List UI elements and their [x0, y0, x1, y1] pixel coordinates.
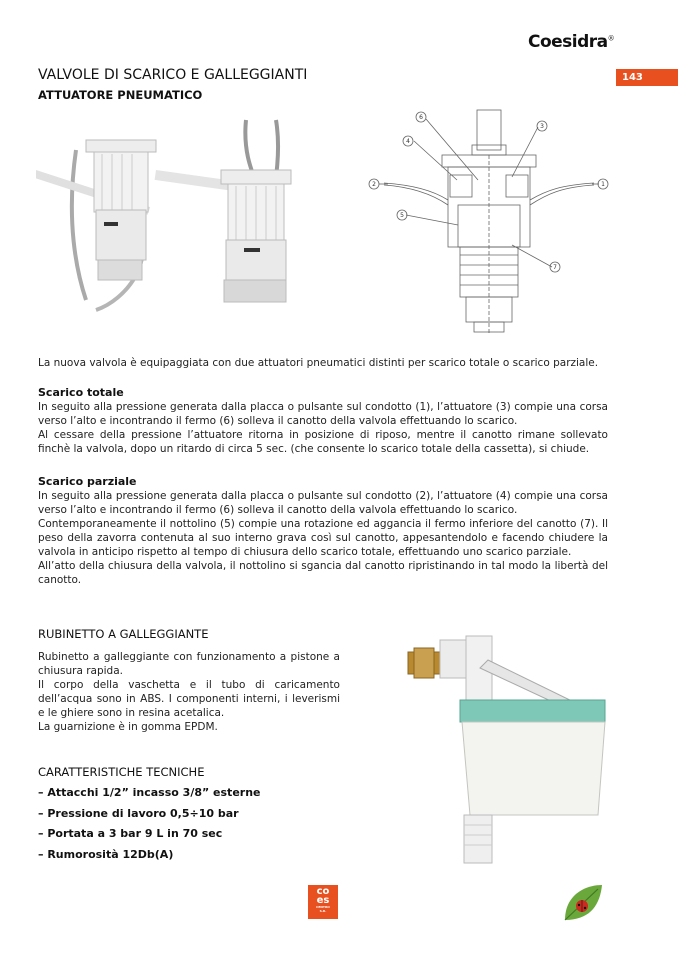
callout-1: 1	[601, 181, 605, 188]
intro-paragraph: La nuova valvola è equipaggiata con due attuatori pneumatici distinti per scarico totale o scarico parziale.	[38, 357, 599, 369]
coes-logo-bottom: es	[316, 895, 330, 906]
section-scarico-parziale	[38, 475, 608, 587]
coes-logo-tiny: S.R.	[319, 909, 327, 913]
spec-item: – Rumorosità 12Db(A)	[38, 847, 174, 861]
spec-item: – Attacchi 1/2” incasso 3/8” esterne	[38, 786, 261, 799]
coes-logo-small: CENTRO	[316, 905, 330, 909]
section-scarico-totale	[38, 386, 608, 456]
page-number-tab: 143	[616, 69, 678, 86]
coes-logo	[308, 885, 338, 919]
scarico-parziale-heading: Scarico parziale	[38, 475, 137, 488]
callout-5: 5	[400, 212, 404, 219]
float-valve-photo	[400, 630, 630, 865]
actuator-photo	[36, 110, 336, 335]
rubinetto-p2: Il corpo della vaschetta e il tubo di caricamento dell’acqua sono in ABS. I componenti interni, i leverismi e le ghiere sono in resina acetalica.	[38, 679, 340, 719]
actuator-diagram	[362, 105, 622, 340]
callout-6: 6	[419, 114, 423, 121]
specs-title: CARATTERISTICHE TECNICHE	[38, 765, 205, 779]
callout-7: 7	[553, 264, 557, 271]
rubinetto-p3: La guarnizione è in gomma EPDM.	[38, 721, 218, 733]
scarico-totale-p1: In seguito alla pressione generata dalla placca o pulsante sul condotto (1), l’attuatore (3) compie una corsa verso l’alto e incontrando il fermo (6) solleva il canotto della valvola effettuando lo scarico.	[38, 401, 608, 427]
brand-logo	[528, 32, 614, 52]
coes-logo-top: co	[316, 886, 330, 897]
spec-item: – Portata a 3 bar 9 L in 70 sec	[38, 827, 223, 840]
scarico-totale-heading: Scarico totale	[38, 386, 124, 399]
callout-3: 3	[540, 123, 544, 130]
page-title: VALVOLE DI SCARICO E GALLEGGIANTI	[38, 67, 308, 83]
brand-name: Coesidra	[528, 32, 608, 52]
callout-2: 2	[372, 181, 376, 188]
rubinetto-title: RUBINETTO A GALLEGGIANTE	[38, 627, 209, 641]
spec-item: – Pressione di lavoro 0,5÷10 bar	[38, 806, 239, 820]
scarico-parziale-p1: In seguito alla pressione generata dalla placca o pulsante sul condotto (2), l’attuatore (4) compie una corsa verso l’alto e incontrando il fermo (6) solleva il canotto della valvola effettuando lo scarico.	[38, 490, 608, 516]
scarico-totale-p2: Al cessare della pressione l’attuatore ritorna in posizione di riposo, mentre il canotto rimane sollevato finchè la valvola, dopo un ritardo di circa 5 sec. (che consente lo scarico totale della cassetta), si chiude.	[38, 429, 608, 455]
rubinetto-description	[38, 650, 340, 734]
leaf-ladybug-icon	[560, 880, 605, 925]
callout-4: 4	[406, 138, 410, 145]
scarico-parziale-p2: Contemporaneamente il nottolino (5) compie una rotazione ed aggancia il fermo inferiore del canotto (7). Il peso della zavorra contenuta al suo interno grava così sul canotto, appesantendolo e facendo chiudere la valvola in anticipo rispetto al tempo di chiusura dello scarico totale, effettuando uno scarico parziale.	[38, 518, 608, 558]
scarico-parziale-p3: All’atto della chiusura della valvola, il nottolino si sgancia dal canotto ripristinando in tal modo la libertà del canotto.	[38, 560, 608, 586]
rubinetto-p1: Rubinetto a galleggiante con funzionamento a pistone a chiusura rapida.	[38, 651, 340, 677]
specs-list	[38, 786, 261, 868]
brand-mark: ®	[607, 34, 615, 43]
page-subtitle: ATTUATORE PNEUMATICO	[38, 88, 203, 102]
